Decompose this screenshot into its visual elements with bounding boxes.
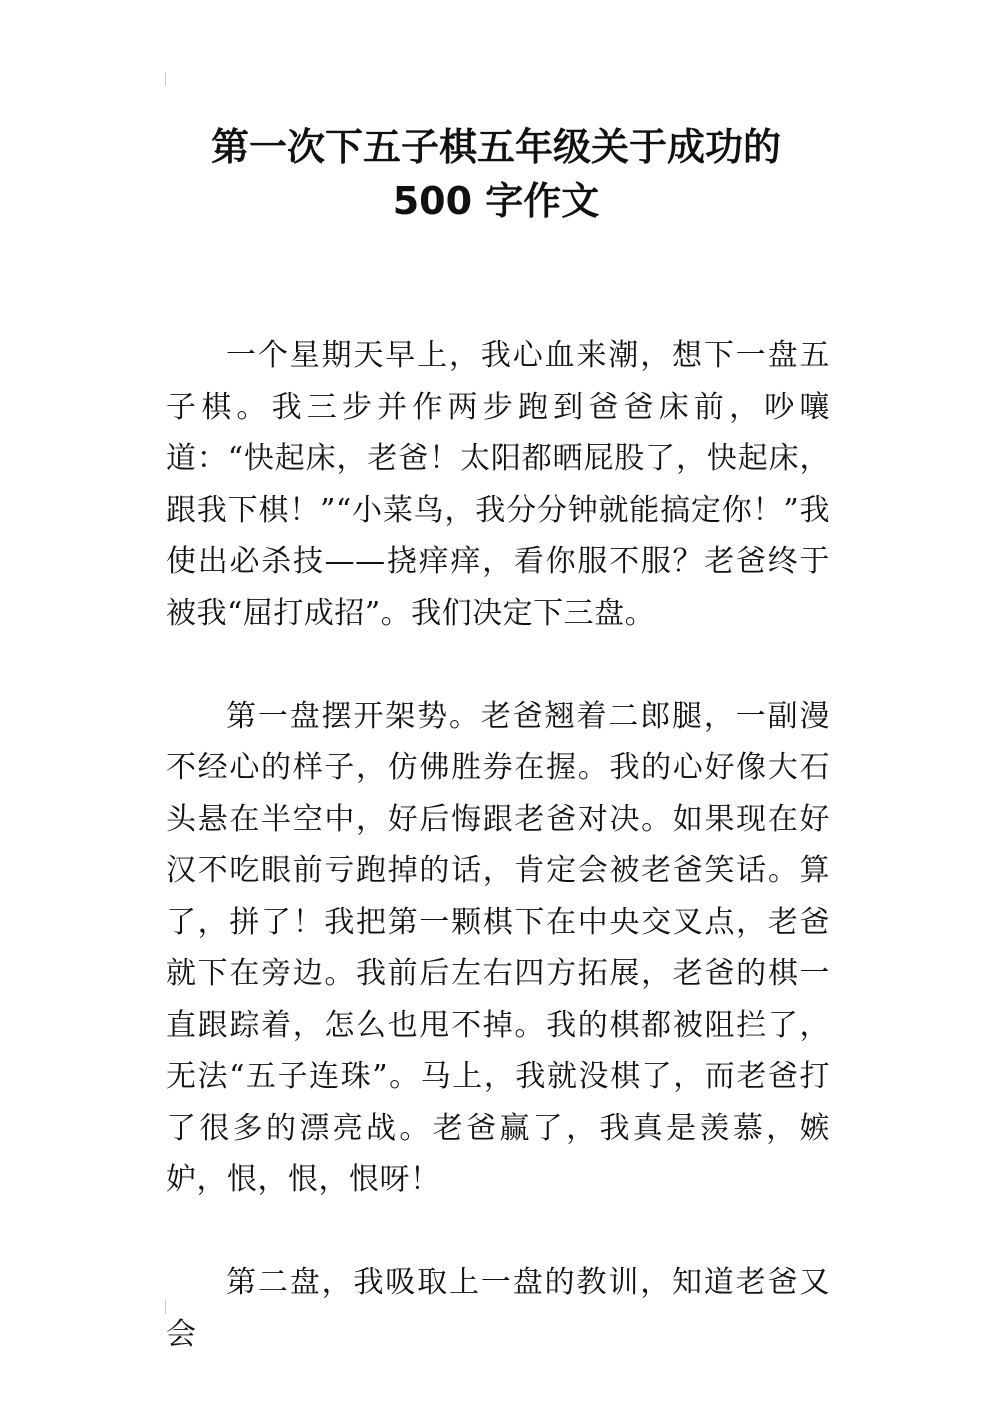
essay-body [166, 330, 830, 1412]
paragraph-1: 一个星期天早上，我心血来潮，想下一盘五子棋。我三步并作两步跑到爸爸床前，吵嚷道：“快起床，老爸！太阳都晒屁股了，快起床，跟我下棋！”“小菜鸟，我分分钟就能搞定你！”我使出必杀技——挠痒痒，看你服不服？老爸终于被我“屈打成招”。我们决定下三盘。 [166, 338, 830, 631]
title-line-2: 500 字作文 [392, 179, 600, 223]
document-title [0, 120, 992, 228]
paragraph-3: 第二盘，我吸取上一盘的教训，知道老爸又会 [166, 1265, 830, 1352]
page-corner-mark-bottom [165, 1300, 166, 1314]
title-line-1: 第一次下五子棋五年级关于成功的 [210, 125, 781, 169]
paragraph-2: 第一盘摆开架势。老爸翘着二郎腿，一副漫不经心的样子，仿佛胜券在握。我的心好像大石头悬在半空中，好后悔跟老爸对决。如果现在好汉不吃眼前亏跑掉的话，肯定会被老爸笑话。算了，拼了！我把第一颗棋下在中央交叉点，老爸就下在旁边。我前后左右四方拓展，老爸的棋一直跟踪着，怎么也甩不掉。我的棋都被阻拦了，无法“五子连珠”。马上，我就没棋了，而老爸打了很多的漂亮战。老爸赢了，我真是羡慕，嫉妒，恨，恨，恨呀！ [166, 698, 830, 1197]
page-corner-mark-top [165, 72, 166, 86]
